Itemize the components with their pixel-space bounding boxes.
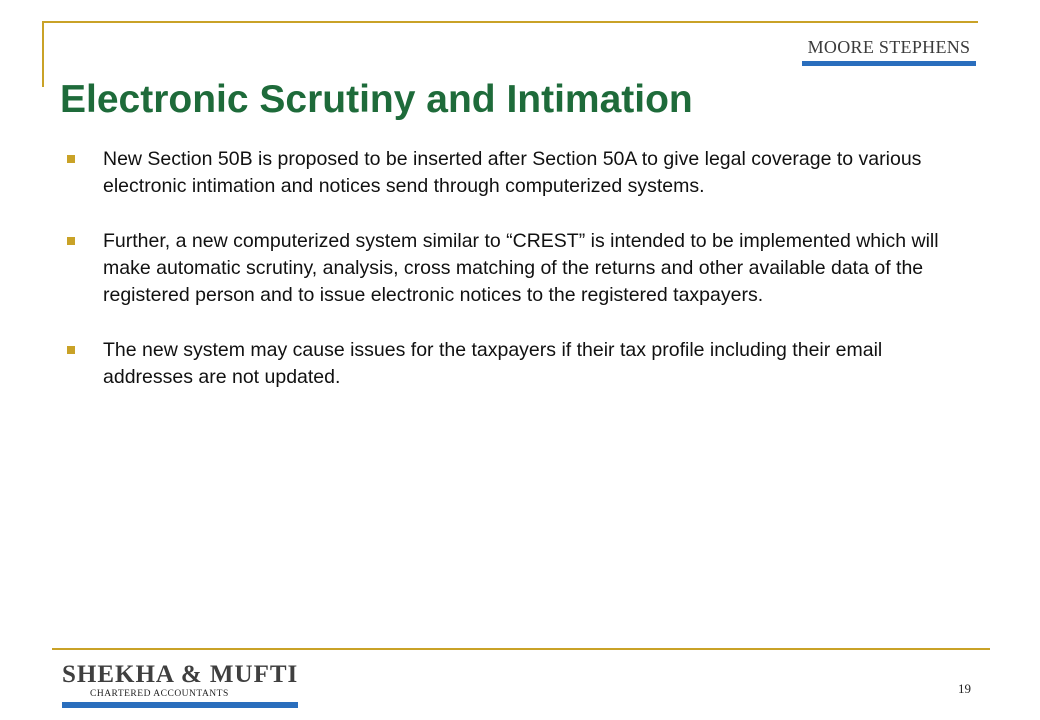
bullet-text: New Section 50B is proposed to be inserted after Section 50A to give legal coverage to various electronic intimation and notices send through computerized systems.: [103, 148, 922, 197]
bullet-text: Further, a new computerized system similar to “CREST” is intended to be implemented which will make automatic scrutiny, analysis, cross matching of the returns and other available data of the registered person and to issue electronic notices to the registered taxpayers.: [103, 230, 939, 306]
slide-title: Electronic Scrutiny and Intimation: [60, 78, 693, 121]
bullet-item: [66, 228, 966, 309]
shekha-mufti-logo-bar: [62, 702, 298, 708]
shekha-mufti-logo-subtitle: CHARTERED ACCOUNTANTS: [90, 689, 229, 699]
bottom-frame-line: [52, 648, 990, 650]
moore-stephens-logo: [802, 37, 976, 66]
square-bullet-icon: [67, 155, 75, 163]
shekha-mufti-logo-name: SHEKHA & MUFTI: [62, 661, 299, 688]
bullet-item: [66, 337, 966, 391]
page-number: 19: [958, 681, 971, 696]
moore-stephens-logo-text: MOORE STEPHENS: [807, 37, 971, 57]
bullet-item: [66, 146, 966, 200]
top-frame-line: [42, 21, 978, 23]
square-bullet-icon: [67, 346, 75, 354]
square-bullet-icon: [67, 237, 75, 245]
left-frame-line: [42, 21, 44, 87]
bullet-text: The new system may cause issues for the taxpayers if their tax profile including their email addresses are not updated.: [103, 339, 883, 388]
bullet-list: [66, 146, 966, 419]
moore-stephens-logo-bar: [802, 61, 976, 66]
shekha-mufti-logo: [62, 662, 302, 708]
